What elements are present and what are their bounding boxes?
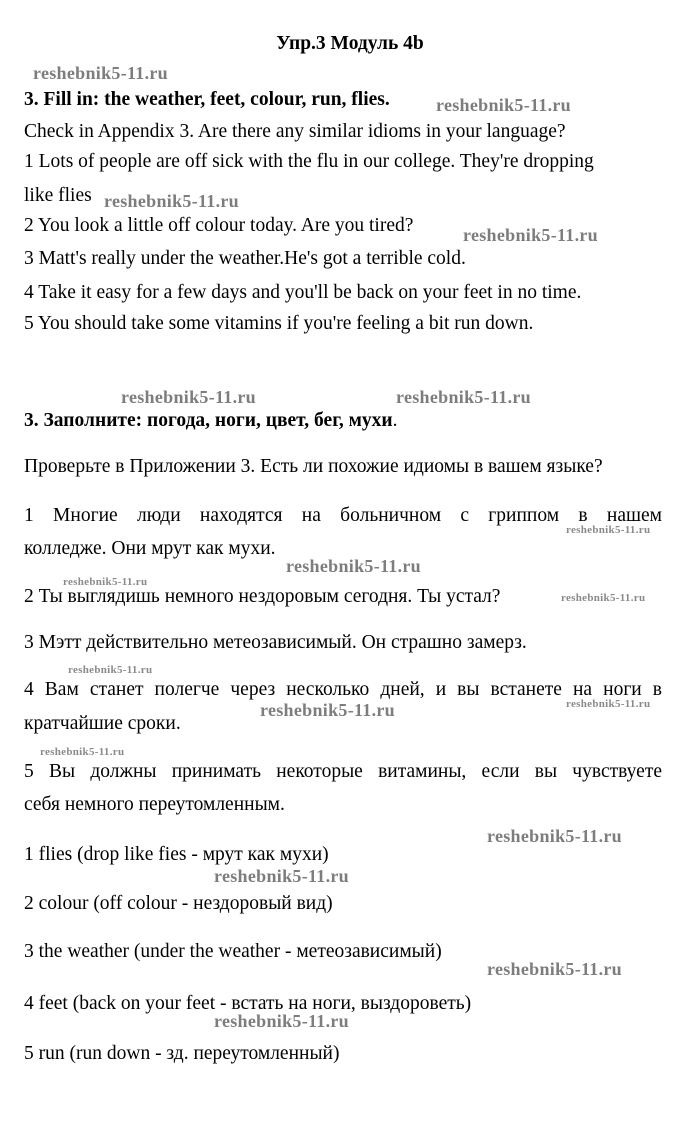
- russian-sentence-1-line-2: колледже. Они мрут как мухи.: [24, 538, 276, 559]
- english-sentence-5: 5 You should take some vitamins if you're feeling a bit run down.: [24, 313, 534, 334]
- watermark: reshebnik5-11.ru: [436, 95, 571, 115]
- watermark: reshebnik5-11.ru: [286, 556, 421, 576]
- answer-3: 3 the weather (under the weather - метеозависимый): [24, 941, 442, 962]
- russian-task-heading-period: .: [392, 410, 398, 431]
- watermark: reshebnik5-11.ru: [463, 225, 598, 245]
- english-sentence-1-line-2: like flies: [24, 185, 92, 206]
- russian-task-heading-line: [24, 410, 398, 432]
- russian-sentence-5-line-1: 5 Вы должны принимать некоторые витамины, если вы чувствуете: [24, 761, 662, 782]
- english-sentence-2: 2 You look a little off colour today. Are you tired?: [24, 215, 414, 236]
- answer-1: 1 flies (drop like fies - мрут как мухи): [24, 844, 329, 865]
- watermark: reshebnik5-11.ru: [40, 746, 125, 758]
- watermark: reshebnik5-11.ru: [121, 387, 256, 407]
- answer-4: 4 feet (back on your feet - встать на ноги, выздороветь): [24, 993, 472, 1014]
- answer-2: 2 colour (off colour - нездоровый вид): [24, 893, 333, 914]
- russian-sentence-1-line-1: 1 Многие люди находятся на больничном с гриппом в нашем: [24, 505, 662, 526]
- watermark: reshebnik5-11.ru: [396, 387, 531, 407]
- english-sentence-1-line-1: 1 Lots of people are off sick with the flu in our college. They're dropping: [24, 151, 594, 172]
- russian-sentence-5-line-2: себя немного переутомленным.: [24, 794, 285, 815]
- russian-task-heading: 3. Заполните: погода, ноги, цвет, бег, мухи: [24, 410, 393, 431]
- watermark: reshebnik5-11.ru: [487, 959, 622, 979]
- answer-5: 5 run (run down - зд. переутомленный): [24, 1043, 340, 1064]
- watermark: reshebnik5-11.ru: [487, 826, 622, 846]
- watermark: reshebnik5-11.ru: [566, 698, 651, 710]
- russian-sentence-2: 2 Ты выглядишь немного нездоровым сегодня. Ты устал?: [24, 586, 501, 607]
- page-title: Упр.3 Модуль 4b: [276, 33, 424, 54]
- watermark: reshebnik5-11.ru: [68, 664, 153, 676]
- russian-sentence-3: 3 Мэтт действительно метеозависимый. Он страшно замерз.: [24, 632, 527, 653]
- watermark: reshebnik5-11.ru: [33, 63, 168, 83]
- watermark: reshebnik5-11.ru: [214, 866, 349, 886]
- watermark: reshebnik5-11.ru: [63, 576, 148, 588]
- watermark: reshebnik5-11.ru: [260, 700, 395, 720]
- english-sentence-4: 4 Take it easy for a few days and you'll be back on your feet in no time.: [24, 282, 582, 303]
- watermark: reshebnik5-11.ru: [561, 592, 646, 604]
- russian-sentence-4-line-2: кратчайшие сроки.: [24, 713, 181, 734]
- watermark: reshebnik5-11.ru: [214, 1011, 349, 1031]
- watermark: reshebnik5-11.ru: [104, 191, 239, 211]
- english-sentence-3: 3 Matt's really under the weather.He's got a terrible cold.: [24, 248, 466, 269]
- english-task-heading: 3. Fill in: the weather, feet, colour, run, flies.: [24, 89, 390, 110]
- russian-instruction: Проверьте в Приложении 3. Есть ли похожие идиомы в вашем языке?: [24, 456, 603, 477]
- watermark: reshebnik5-11.ru: [566, 524, 651, 536]
- english-instruction: Check in Appendix 3. Are there any similar idioms in your language?: [24, 121, 566, 142]
- russian-sentence-4-line-1: 4 Вам станет полегче через несколько дней, и вы встанете на ноги в: [24, 679, 662, 700]
